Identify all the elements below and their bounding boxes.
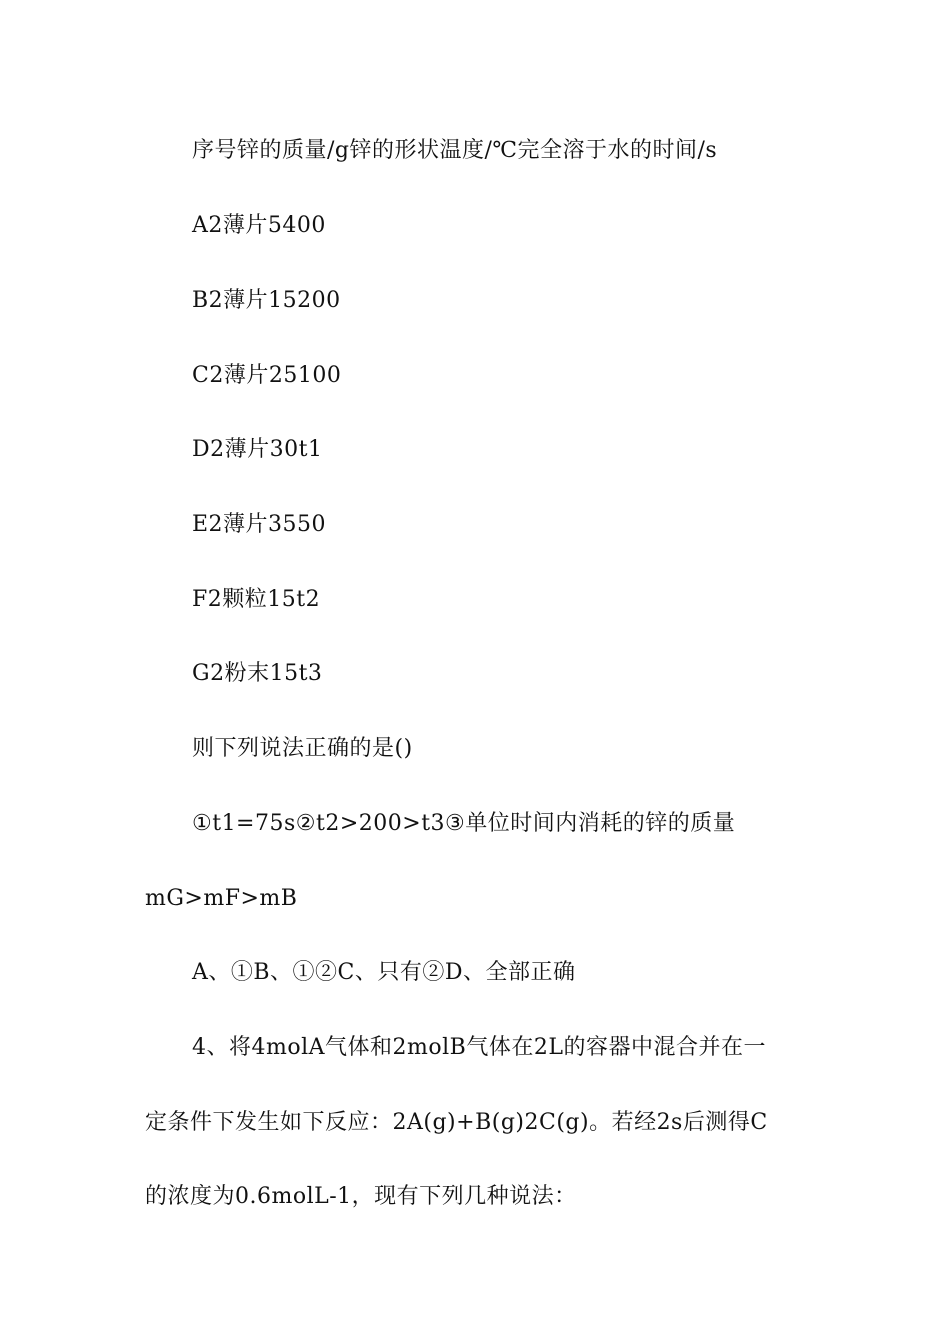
table-row-e: E2薄片3550 [192,512,327,537]
table-row-a: A2薄片5400 [192,213,326,238]
question-4-line-3: 的浓度为0.6molL-1，现有下列几种说法： [145,1184,577,1209]
question-4-line-2: 定条件下发生如下反应：2A(g)+B(g)2C(g)。若经2s后测得C [145,1110,768,1135]
table-header-line: 序号锌的质量/g锌的形状温度/℃完全溶于水的时间/s [192,138,718,163]
table-row-c: C2薄片25100 [192,363,342,388]
answer-options: A、①B、①②C、只有②D、全部正确 [192,960,576,985]
table-row-f: F2颗粒15t2 [192,587,321,612]
question-prompt: 则下列说法正确的是() [192,736,413,761]
statements-continuation: mG>mF>mB [145,886,298,911]
table-row-g: G2粉末15t3 [192,661,323,686]
statements-line: ①t1=75s②t2>200>t3③单位时间内消耗的锌的质量 [192,811,736,836]
table-row-d: D2薄片30t1 [192,437,323,462]
question-4-line-1: 4、将4molA气体和2molB气体在2L的容器中混合并在一 [192,1035,766,1060]
table-row-b: B2薄片15200 [192,288,341,313]
